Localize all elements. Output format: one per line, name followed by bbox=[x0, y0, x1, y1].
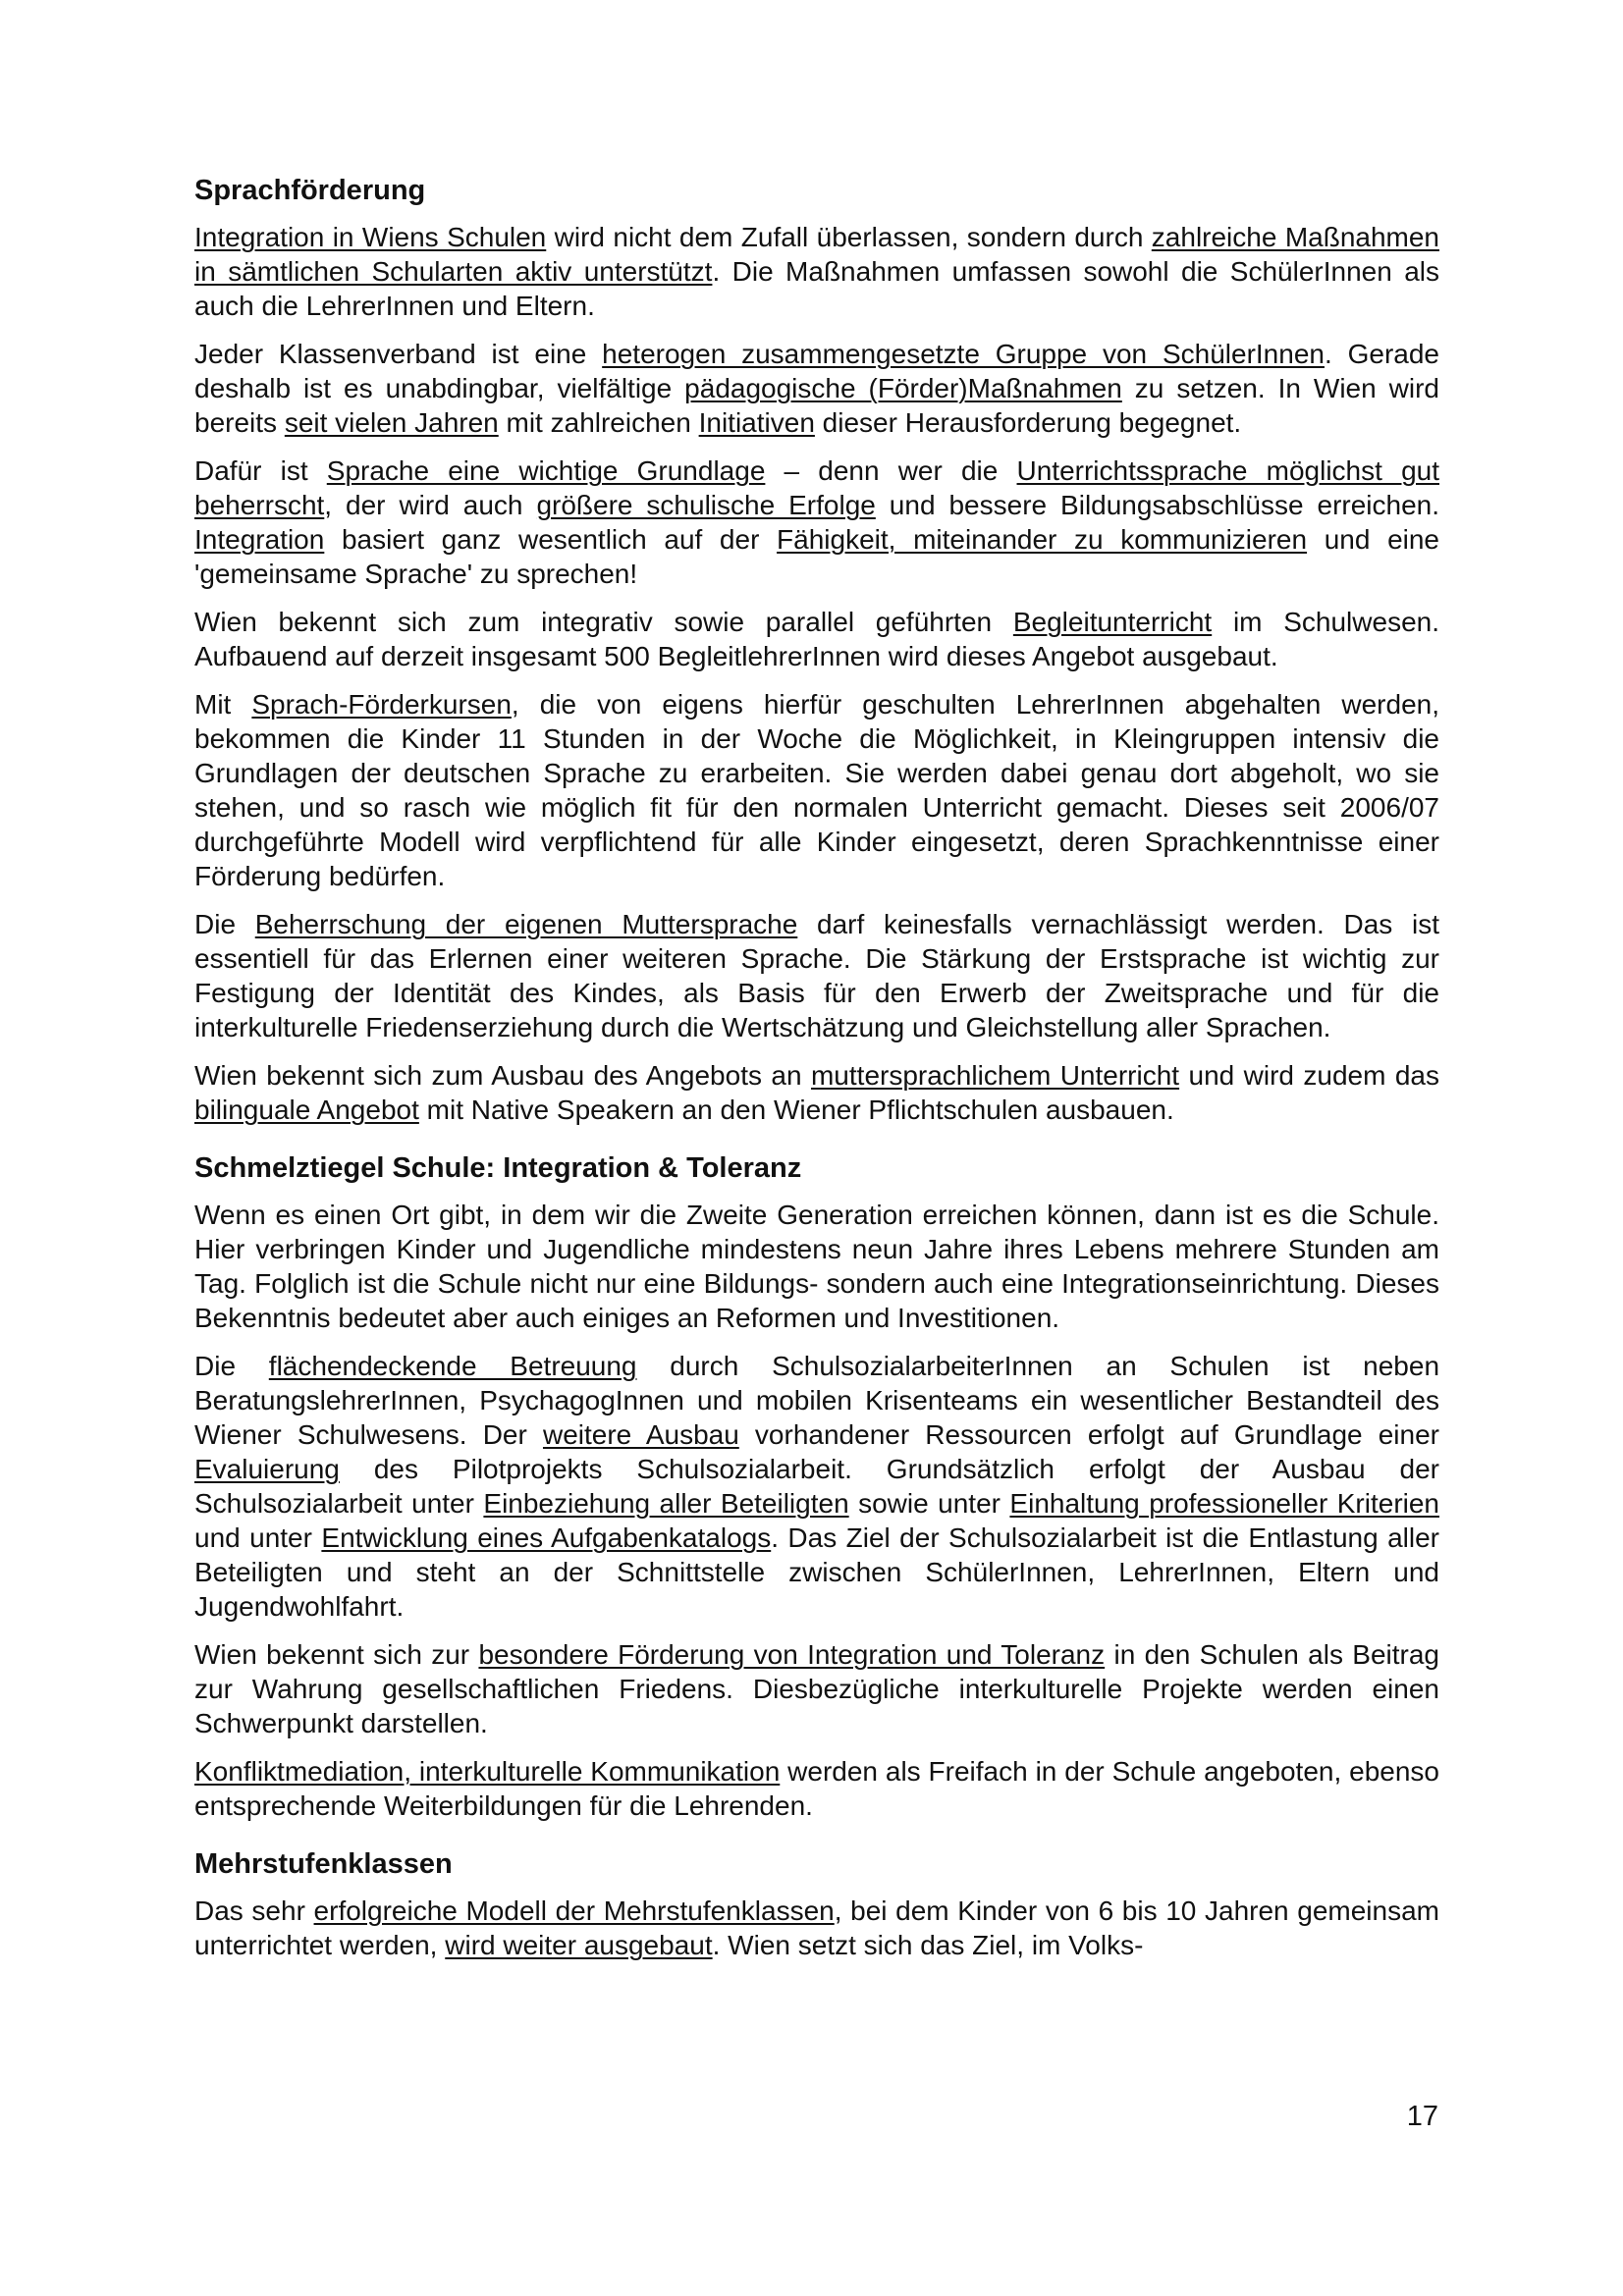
text-run: werden als Freifach in der Schule angeboten, ebenso entsprechende Weiterbildungen für die Lehrenden. bbox=[194, 1756, 1439, 1821]
text-run: Die bbox=[194, 1351, 269, 1381]
text-run: dieser Herausforderung begegnet. bbox=[814, 407, 1242, 438]
text-run: durch SchulsozialarbeiterInnen an Schulen ist neben BeratungslehrerInnen, PsychagogInnen und mobilen Krisenteams ein wesentlicher Bestandteil des Wiener Schulwesens. Der bbox=[194, 1351, 1440, 1450]
text-run: mit Native Speakern an den Wiener Pflichtschulen ausbauen. bbox=[418, 1095, 1174, 1125]
underlined-text: Konfliktmediation, interkulturelle Kommunikation bbox=[194, 1756, 781, 1787]
text-run: , die von eigens hierfür geschulten LehrerInnen abgehalten werden, bekommen die Kinder 11 Stunden in der Woche die Möglichkeit, in Kleingruppen intensiv die Grundlagen der deutschen Sprache zu erarbeiten. Sie werden dabei genau dort abgeholt, wo sie stehen, und so rasch wie möglich fit für den normalen Unterricht gemacht. Dieses seit 2006/07 durchgeführte Modell wird verpflichtend für alle Kinder eingesetzt, deren Sprachkenntnisse einer Förderung bedürfen. bbox=[194, 689, 1439, 891]
paragraph bbox=[194, 337, 1439, 440]
underlined-text: muttersprachlichem Unterricht bbox=[810, 1060, 1180, 1091]
text-run: Dafür ist bbox=[194, 455, 327, 486]
text-run: im Schulwesen. Aufbauend auf derzeit insgesamt 500 BegleitlehrerInnen wird dieses Angebot ausgebaut. bbox=[194, 607, 1439, 671]
paragraph bbox=[194, 1058, 1439, 1127]
text-run: zu setzen. In Wien wird bereits bbox=[194, 373, 1440, 438]
page-number: 17 bbox=[1406, 2101, 1438, 2132]
section bbox=[194, 1150, 1439, 1823]
paragraph bbox=[194, 605, 1439, 673]
underlined-text: Einhaltung professioneller Kriterien bbox=[1009, 1488, 1440, 1519]
underlined-text: Initiativen bbox=[698, 407, 815, 438]
text-run: . Gerade deshalb ist es unabdingbar, vielfältige bbox=[194, 339, 1439, 403]
underlined-text: Einbeziehung aller Beteiligten bbox=[483, 1488, 849, 1519]
underlined-text: Begleitunterricht bbox=[1012, 607, 1213, 637]
page-content bbox=[194, 173, 1439, 1986]
text-run: Jeder Klassenverband ist eine bbox=[194, 339, 603, 369]
paragraph bbox=[194, 220, 1439, 323]
text-run: Das sehr bbox=[194, 1896, 314, 1926]
text-run: . Die Maßnahmen umfassen sowohl die SchülerInnen als auch die LehrerInnen und Eltern. bbox=[194, 256, 1439, 321]
text-run: und unter bbox=[194, 1522, 322, 1553]
underlined-text: erfolgreiche Modell der Mehrstufenklassen bbox=[313, 1896, 835, 1926]
text-run: und wird zudem das bbox=[1179, 1060, 1440, 1091]
underlined-text: größere schulische Erfolge bbox=[536, 490, 876, 520]
section-heading: Schmelztiegel Schule: Integration & Toleranz bbox=[194, 1152, 802, 1184]
underlined-text: Integration in Wiens Schulen bbox=[194, 222, 547, 252]
text-run: Wien bekennt sich zum Ausbau des Angebots an bbox=[194, 1060, 811, 1091]
text-run: . Das Ziel der Schulsozialarbeit ist die Entlastung aller Beteiligten und steht an der Schnittstelle zwischen SchülerInnen, LehrerInnen, Eltern und Jugendwohlfahrt. bbox=[194, 1522, 1439, 1622]
underlined-text: seit vielen Jahren bbox=[284, 407, 499, 438]
underlined-text: bilinguale Angebot bbox=[194, 1095, 419, 1125]
paragraph bbox=[194, 1637, 1439, 1740]
underlined-text: Integration bbox=[194, 524, 325, 555]
underlined-text: Sprach-Förderkursen bbox=[251, 689, 512, 720]
underlined-text: weitere Ausbau bbox=[542, 1419, 739, 1450]
paragraph bbox=[194, 1754, 1439, 1823]
underlined-text: Sprache eine wichtige Grundlage bbox=[326, 455, 766, 486]
text-run: und bessere Bildungsabschlüsse erreichen. bbox=[875, 490, 1440, 520]
text-run: Wenn es einen Ort gibt, in dem wir die Zweite Generation erreichen können, dann ist es die Schule. Hier verbringen Kinder und Jugendliche mindestens neun Jahre ihres Lebens mehrere Stunden am Tag. Folglich ist die Schule nicht nur eine Bildungs- sondern auch eine Integrationseinrichtung. Dieses Bekenntnis bedeutet aber auch einiges an Reformen und Investitionen. bbox=[194, 1200, 1439, 1333]
text-run: sowie unter bbox=[848, 1488, 1010, 1519]
section bbox=[194, 173, 1439, 1127]
section-heading: Mehrstufenklassen bbox=[194, 1848, 453, 1880]
paragraph bbox=[194, 687, 1439, 893]
text-run: Mit bbox=[194, 689, 252, 720]
paragraph bbox=[194, 907, 1439, 1044]
underlined-text: pädagogische (Förder)Maßnahmen bbox=[684, 373, 1122, 403]
underlined-text: flächendeckende Betreuung bbox=[268, 1351, 637, 1381]
underlined-text: Entwicklung eines Aufgabenkatalogs bbox=[321, 1522, 772, 1553]
underlined-text: zahlreiche Maßnahmen in sämtlichen Schularten aktiv unterstützt bbox=[194, 222, 1439, 287]
text-run: wird nicht dem Zufall überlassen, sondern durch bbox=[546, 222, 1152, 252]
underlined-text: besondere Förderung von Integration und Toleranz bbox=[478, 1639, 1106, 1670]
text-run: , bei dem Kinder von 6 bis 10 Jahren gemeinsam unterrichtet werden, bbox=[194, 1896, 1439, 1960]
text-run: Wien bekennt sich zum integrativ sowie parallel geführten bbox=[194, 607, 1013, 637]
paragraph bbox=[194, 454, 1439, 591]
text-run: mit zahlreichen bbox=[498, 407, 699, 438]
text-run: vorhandener Ressourcen erfolgt auf Grundlage einer bbox=[738, 1419, 1439, 1450]
underlined-text: Evaluierung bbox=[194, 1454, 340, 1484]
text-run: – denn wer die bbox=[765, 455, 1017, 486]
text-run: und eine 'gemeinsame Sprache' zu sprechen! bbox=[194, 524, 1440, 589]
paragraph bbox=[194, 1894, 1439, 1962]
text-run: Wien bekennt sich zur bbox=[194, 1639, 479, 1670]
paragraph bbox=[194, 1349, 1439, 1624]
underlined-text: heterogen zusammengesetzte Gruppe von SchülerInnen bbox=[602, 339, 1325, 369]
sections-container bbox=[194, 173, 1439, 1962]
underlined-text: Beherrschung der eigenen Muttersprache bbox=[254, 909, 798, 939]
section-heading: Sprachförderung bbox=[194, 175, 426, 206]
underlined-text: wird weiter ausgebaut bbox=[445, 1930, 713, 1960]
text-run: , der wird auch bbox=[324, 490, 537, 520]
text-run: Die bbox=[194, 909, 255, 939]
text-run: darf keinesfalls vernachlässigt werden. Das ist essentiell für das Erlernen einer weiteren Sprache. Die Stärkung der Erstsprache ist wichtig zur Festigung der Identität des Kindes, als Basis für den Erwerb der Zweitsprache und für die interkulturelle Friedenserziehung durch die Wertschätzung und Gleichstellung aller Sprachen. bbox=[194, 909, 1439, 1042]
paragraph bbox=[194, 1198, 1439, 1335]
underlined-text: Unterrichtssprache möglichst gut beherrscht bbox=[194, 455, 1439, 520]
text-run: des Pilotprojekts Schulsozialarbeit. Grundsätzlich erfolgt der Ausbau der Schulsozialarbeit unter bbox=[194, 1454, 1439, 1519]
text-run: . Wien setzt sich das Ziel, im Volks- bbox=[712, 1930, 1144, 1960]
section bbox=[194, 1846, 1439, 1962]
text-run: in den Schulen als Beitrag zur Wahrung gesellschaftlichen Friedens. Diesbezügliche interkulturelle Projekte werden einen Schwerpunkt darstellen. bbox=[194, 1639, 1439, 1738]
text-run: basiert ganz wesentlich auf der bbox=[324, 524, 778, 555]
underlined-text: Fähigkeit, miteinander zu kommunizieren bbox=[777, 524, 1308, 555]
